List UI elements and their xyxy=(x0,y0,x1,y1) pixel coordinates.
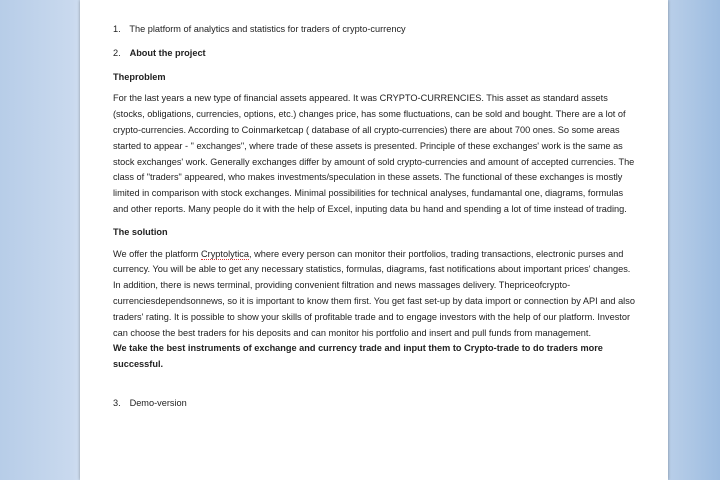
heading-2 xyxy=(113,46,635,62)
heading-2-text: About the project xyxy=(129,47,206,58)
problem-paragraph: For the last years a new type of financial assets appeared. It was CRYPTO-CURRENCIES. This asset as standard assets (stocks, obligations, currencies, options, etc.) changes price, has some fluctuations, can be sold and bought. There are a lot of crypto-currencies. According to Coinmarketcap ( database of all crypto-currencies) there are about 700 ones. So some areas started to appear - " exchanges", where trade of these assets is presented. Principle of these exchanges' work is the same as stock exchanges' work. Generally exchanges differ by amount of sold crypto-currencies and amount of accepted currencies. The class of "traders" appeared, who makes investments/speculation in these assets. The functional of these exchanges is mostly limited in comparison with stock exchanges. Minimal possibilities for technical analyses, fundamantal one, diagrams, formulas and other reports. Many people do it with the help of Excel, inputing data bu hand and spending a lot of time instead of trading. xyxy=(113,93,635,214)
solution-bold-statement: We take the best instruments of exchange and currency trade and input them to Crypto-trade to do traders more successful. xyxy=(113,343,603,370)
heading-1-number: 1. xyxy=(113,24,121,34)
heading-2-number: 2. xyxy=(113,47,121,58)
solution-paragraph xyxy=(113,247,635,342)
solution-brand-name: Cryptolytica xyxy=(201,248,250,259)
solution-prefix: We offer the platform xyxy=(113,248,202,259)
solution-title: The solution xyxy=(113,226,168,237)
heading-3 xyxy=(113,396,635,412)
document-body[interactable] xyxy=(113,22,635,420)
blank-line xyxy=(113,373,635,396)
problem-title: Theproblem xyxy=(113,71,166,82)
heading-3-text: Demo-version xyxy=(129,397,187,408)
heading-1-text: The platform of analytics and statistics for traders of crypto-currency xyxy=(129,24,406,34)
heading-1 xyxy=(113,22,635,38)
document-page[interactable] xyxy=(80,0,668,480)
heading-3-number: 3. xyxy=(113,397,121,408)
solution-body: , where every person can monitor their portfolios, trading transactions, electronic purses and currency. You will be able to get any necessary statistics, formulas, diagrams, fast notifications about important prices' changes. In addition, there is news terminal, providing convenient filtration and news massages delivery. Thepriceofcrypto-currenciesdependsonnews, so it is important to know them first. You get fast set-up by data import or connection by API and also traders' rating. It is possible to show your skills of profitable trade and to engage investors with the help of our platform. Investor can choose the best traders for his deposits and can monitor his portfolio and insert and pull funds from management. xyxy=(113,248,635,338)
